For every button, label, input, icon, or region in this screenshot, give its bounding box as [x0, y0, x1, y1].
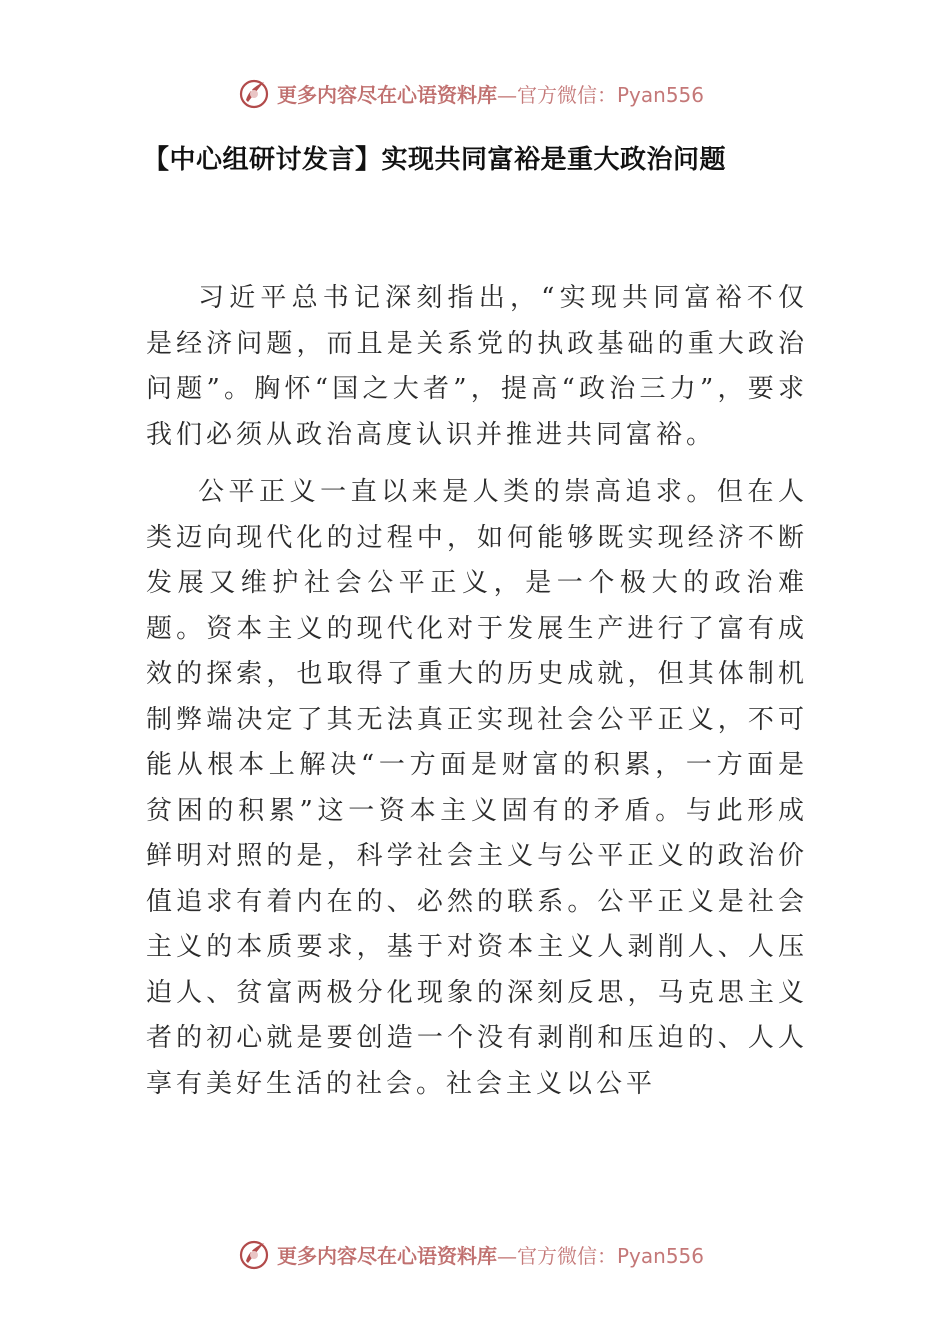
watermark-label: 官方微信： [517, 1243, 617, 1268]
watermark-id: Pyan556 [617, 1243, 705, 1268]
watermark-main: 更多内容尽在心语资料库 [277, 1243, 497, 1268]
brand-logo-icon [237, 1237, 271, 1271]
watermark-text [277, 79, 704, 108]
body-paragraph: 公平正义一直以来是人类的崇高追求。但在人类迈向现代化的过程中，如何能够既实现经济不断发展又维护社会公平正义，是一个极大的政治难题。资本主义的现代化对于发展生产进行了富有成效的探索，也取得了重大的历史成就，但其体制机制弊端决定了其无法真正实现社会公平正义，不可能从根本上解决“一方面是财富的积累，一方面是贫困的积累”这一资本主义固有的矛盾。与此形成鲜明对照的是，科学社会主义与公平正义的政治价值追求有着内在的、必然的联系。公平正义是社会主义的本质要求，基于对资本主义人剥削人、人压迫人、贫富两极分化现象的深刻反思，马克思主义者的初心就是要创造一个没有剥削和压迫的、人人享有美好生活的社会。社会主义以公平 [146, 477, 808, 1099]
document-title: 【中心组研讨发言】实现共同富裕是重大政治问题 [143, 145, 727, 175]
brand-logo-icon [237, 76, 271, 110]
watermark-id: Pyan556 [617, 82, 705, 107]
watermark-label: 官方微信： [517, 82, 617, 107]
body-paragraph: 习近平总书记深刻指出，“实现共同富裕不仅是经济问题，而且是关系党的执政基础的重大政治问题”。胸怀“国之大者”，提高“政治三力”，要求我们必须从政治高度认识并推进共同富裕。 [146, 283, 808, 450]
watermark-dash: — [497, 82, 517, 107]
header-watermark [237, 73, 797, 113]
watermark-text [277, 1240, 704, 1269]
footer-watermark [237, 1234, 797, 1274]
watermark-dash: — [497, 1243, 517, 1268]
document-body [146, 276, 808, 1119]
watermark-main: 更多内容尽在心语资料库 [277, 82, 497, 107]
